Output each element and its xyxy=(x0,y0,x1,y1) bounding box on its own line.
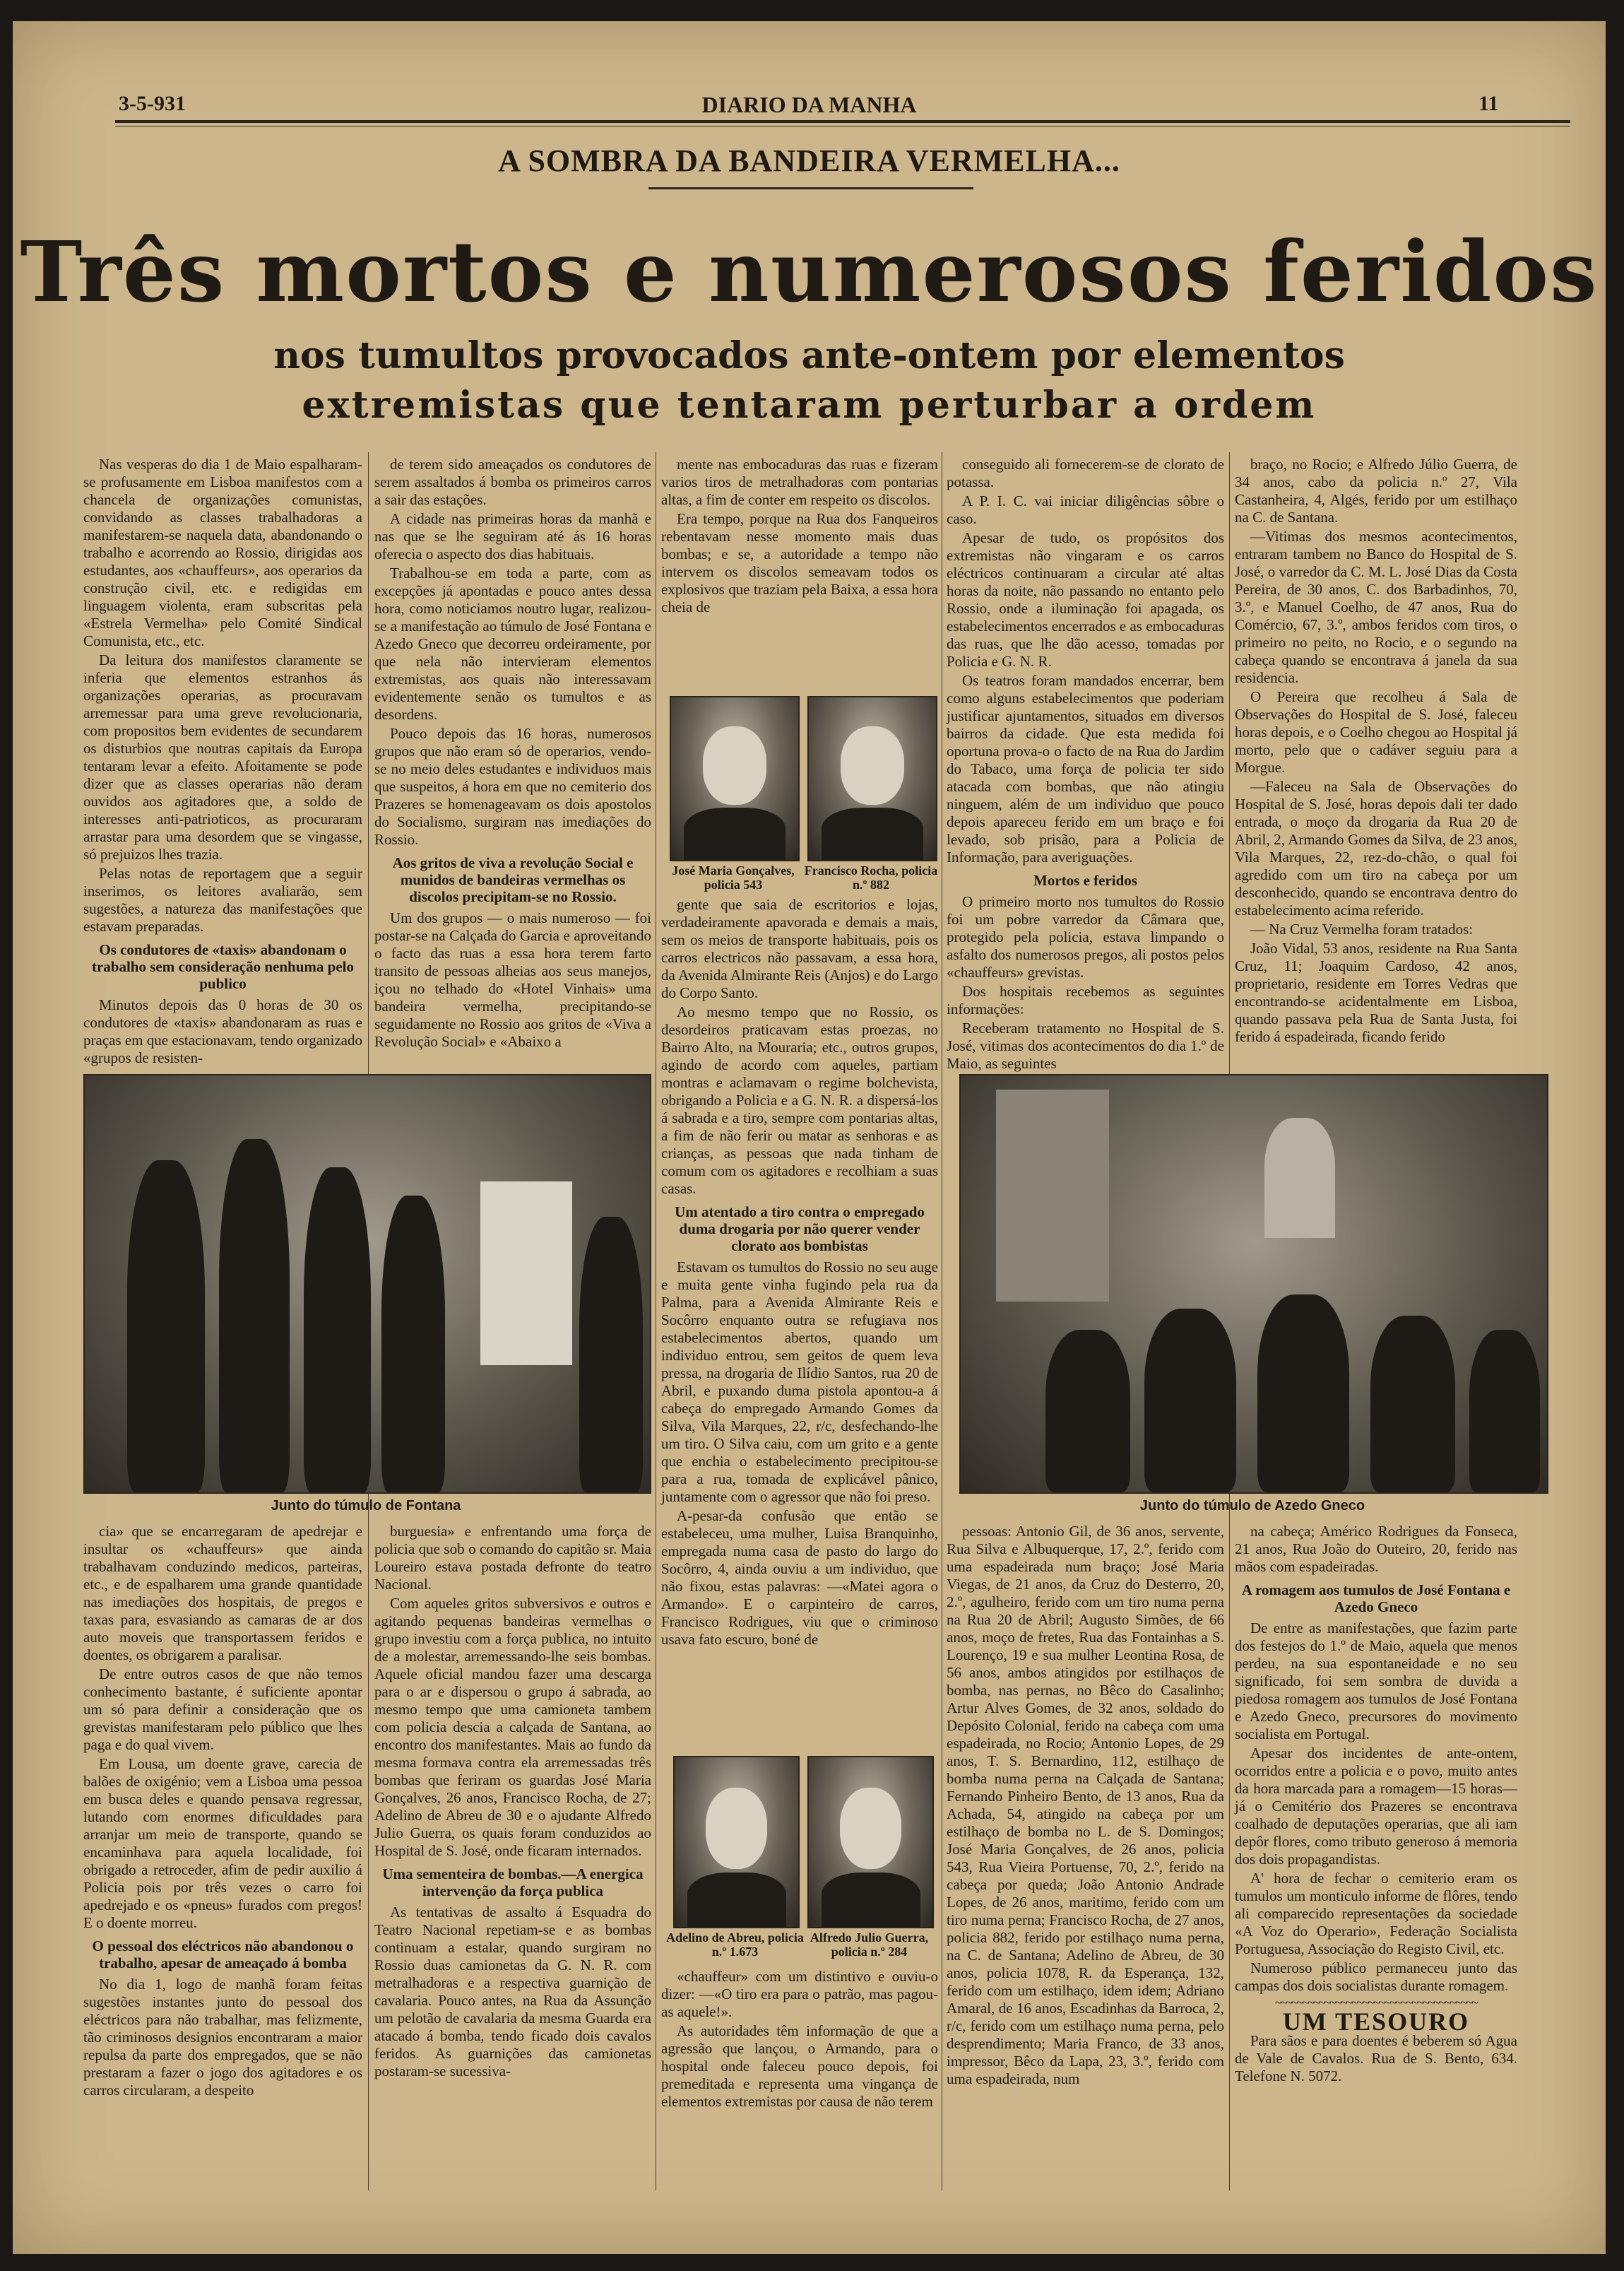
portrait-coat xyxy=(684,808,786,860)
portrait-photo xyxy=(807,696,937,861)
lower-column-3 xyxy=(661,1968,938,2194)
portrait-face xyxy=(841,726,904,804)
advert-text: Para sãos e para doentes é beberem só Agua de Vale de Cavalos. Rua de S. Bento, 634. Telefone N. 5072. xyxy=(1235,2032,1517,2084)
paragraph: Um dos grupos — o mais numeroso — foi postar-se na Calçada do Garcia e aproveitando o facto das ruas a essa hora terem farto transito de pessoas alheias aos seus manejos, içou no telhado do «Hotel Vinhais» uma bandeira vermelha, precipitando-se seguidamente no Rossio aos gritos de «Viva a Revolução Social» e «Abaixo a xyxy=(374,909,651,1050)
lower-column-1 xyxy=(83,1523,362,2194)
portrait-caption: Francisco Rocha, policia n.º 882 xyxy=(804,863,938,892)
paragraph: cia» que se encarregaram de apedrejar e insultar os «chauffeurs» que ainda trabalhavam conduzindo medicos, parteiras, etc., e de espalharem uma grande quantidade nas imediações dos hospitais, de pregos e taxas para, esvasiando as camaras de ar dos auto moveis que transportassem feridos e doentes, os obrigarem a paralisar. xyxy=(83,1523,362,1663)
paragraph: As tentativas de assalto á Esquadra do Teatro Nacional repetiam-se e as bombas continuam a estalar, quando surgiram no Rossio duas camionetas da G. N. R. com metralhadoras e a respectiva guarnição de cavalaria. Pouco antes, na Rua da Assunção um pelotão de cavalaria da mesma Guarda era atacado á bomba, tendo ficado dois cavalos feridos. As guarnições das camionetas postaram-se sucessiva- xyxy=(374,1904,651,2080)
paragraph: No dia 1, logo de manhã foram feitas sugestões instantes junto do pessoal dos eléctricos para não trabalhar, mas felizmente, tão criminosos designios encontraram a maior repulsa da parte dos empregados, que se não prestaram a fazer o jogo dos agitadores e os carros circularam, a despeito xyxy=(83,1976,362,2099)
paragraph: De entre as manifestações, que fazim parte dos festejos do 1.º de Maio, aquela que menos perdeu, na sua espontaneidade e no seu significado, foi sem sombra de duvida a piedosa romagem aos tumulos de José Fontana e Azedo Gneco, precursores do movimento socialista em Portugal. xyxy=(1235,1620,1517,1742)
portrait-caption: Alfredo Julio Guerra, policia n.º 284 xyxy=(810,1930,929,1959)
ornamental-divider: ~~~~~~~~~~~~~~~~~~~~~~~~~~~~~~~~~~~~~ xyxy=(1274,1995,1478,2010)
portrait-coat xyxy=(822,808,923,860)
paragraph: braço, no Rocio; e Alfredo Júlio Guerra, de 34 anos, cabo da policia n.º 27, Vila Castanheira, 4, Algés, ferido por um estilhaço na C. de Santana. xyxy=(1235,456,1517,526)
lower-column-5 xyxy=(1235,1523,1517,2194)
paragraph: A' hora de fechar o cemiterio eram os tumulos um monticulo informe de flôres, tendo ali comparecido representações da sociedade «A Voz do Operario», Federação Socialista Portuguesa, Associação do Registo Civil, etc. xyxy=(1235,1870,1517,1957)
crowd-figure xyxy=(304,1167,371,1492)
paragraph: Estavam os tumultos do Rossio no seu auge e muita gente vinha fugindo pela rua da Palma, para a Avenida Almirante Reis e Socôrro enquanto outra se refugiava nos estabelecimentos abertos, quando um individuo entrou, sem geitos de quem leva pressa, na drogaria de Ilídio Santos, rua 20 de Abril, e puxando duma pistola apontou-a á cabeça do empregado Armando Gomes da Silva, Vila Marques, 22, r/c, desfechando-lhe um tiro. O Silva caiu, com um grito e a gente que enchia o estabelecimento precipitou-se para a rua, tomada de explicável pânico, juntamente com o agressor que não foi preso. xyxy=(661,1258,938,1505)
photo-fontana-tomb xyxy=(83,1074,651,1494)
tombstone xyxy=(480,1181,572,1365)
photo-caption: Junto do túmulo de Azedo Gneco xyxy=(1139,1498,1365,1514)
paragraph: João Vidal, 53 anos, residente na Rua Santa Cruz, 11; Joaquim Cardoso, 42 anos, proprietario, residente em Torres Vedras que encontrando-se acidentalmente em Lisboa, quando passava pela Rua de Santa Justa, foi ferido á espadeirada, ficando ferido xyxy=(1235,940,1517,1045)
article-column-3 xyxy=(661,456,938,615)
paragraph: Minutos depois das 0 horas de 30 os condutores de «taxis» abandonaram as ruas e praças em que estacionavam, tendo organizado «grupos de resisten- xyxy=(83,996,362,1066)
portrait-caption: José Maria Gonçalves, policia 543 xyxy=(672,863,795,892)
section-heading: Os condutores de «taxis» abandonam o trabalho sem consideração nenhuma pelo publico xyxy=(91,941,354,992)
advert-title: UM TESOURO xyxy=(1282,2007,1470,2036)
crowd-figure xyxy=(1370,1316,1455,1492)
paragraph: O Pereira que recolheu á Sala de Observações do Hospital de S. José, faleceu horas depois, e o Coelho chegou ao Hospital já morto, pelo que o cadáver seguiu para a Morgue. xyxy=(1235,688,1517,776)
crowd-figure xyxy=(381,1196,445,1492)
paragraph: —Vitimas dos mesmos acontecimentos, entraram tambem no Banco do Hospital de S. José, o varredor da C. M. L. José Dias da Costa Pereira, de 30 anos, C. dos Barbadinhos, 70, 3.º, e Manuel Coelho, de 47 anos, Rua do Comércio, 67, 3.º, ambos feridos com tiros, o primeiro no peito, no Rocio, e o segundo na cabeça quando se encontrava á janela da sua residencia. xyxy=(1235,528,1517,686)
paragraph: Dos hospitais recebemos as seguintes informações: xyxy=(947,983,1224,1017)
section-heading: A romagem aos tumulos de José Fontana e Azedo Gneco xyxy=(1241,1581,1511,1615)
paragraph: Apesar de tudo, os propósitos dos extremistas não vingaram e os carros eléctricos continuaram a circular até altas horas da noite, não passando no entanto pelo Rossio, onde a iluminação foi apagada, os estabelecimentos encerrados e as embocaduras das ruas, que lhe dão acesso, tomadas por Policia e G. N. R. xyxy=(947,529,1224,670)
paragraph: Pelas notas de reportagem que a seguir inserimos, os leitores avaliarão, sem sugestões, a natureza das manifestações que estavam preparadas. xyxy=(83,865,362,935)
paragraph: A-pesar-da confusão que então se estabeleceu, uma mulher, Luisa Branquinho, empregada numa casa de pasto do largo do Socôrro, 4, ainda ouviu a um individuo, que não fixou, estas palavras: —«Matei agora o Armando». E o carpinteiro de carros, Francisco Rodrigues, viu que o criminoso usava fato escuro, boné de xyxy=(661,1507,938,1648)
section-heading: Uma sementeira de bombas.—A energica intervenção da força publica xyxy=(382,1865,644,1899)
subheadline-2: extremistas que tentaram perturbar a ordem xyxy=(302,384,1317,427)
section-heading: Aos gritos de viva a revolução Social e munidos de bandeiras vermelhas os discolos precipitam-se no Rossio. xyxy=(392,854,634,905)
paragraph: —Faleceu na Sala de Observações do Hospital de S. José, horas depois dali ter dado entrada, o moço da drogaria da Rua 20 de Abril, 2, Armando Gomes da Silva, de 23 anos, Vila Marques, 22, rez-do-chão, o qual foi agredido com um tiro na cabeça por um desconhecido, quando se encontrava dentro do estabelecimento acima referido. xyxy=(1235,778,1517,919)
article-column-2 xyxy=(374,456,651,1056)
section-heading: O pessoal dos eléctricos não abandonou o trabalho, apesar de ameaçado á bomba xyxy=(92,1937,354,1971)
portrait-coat xyxy=(822,1872,920,1927)
paragraph: Trabalhou-se em toda a parte, com as excepções já apontadas e pouco antes dessa hora, como noticiamos noutro lugar, realizou-se a manifestação ao túmulo de José Fontana e Azedo Gneco que decorreu ordeiramente, por que nela não intervieram elementos extremistas, aos quais não interessavam evidentemente senão os tumultos e as desordens. xyxy=(374,565,651,723)
paragraph: pessoas: Antonio Gil, de 36 anos, servente, Rua Silva e Albuquerque, 17, 2.º, ferido com uma espadeirada num braço; José Maria Viegas, de 21 anos, da Cruz do Desterro, 20, 2.º, agulheiro, ferido com um tiro numa perna na Rua 20 de Abril; Augusto Simões, de 66 anos, moço de fretes, Rua das Fontainhas a S. Lourenço, 19 e sua mulher Leontina Rosa, de 56 anos, ambos atingidos por estilhaços de bomba, nas pernas, no Bêco do Casalinho; Artur Alves Gomes, de 32 anos, soldado do Depósito Colonial, ferido na cabeça com uma espadeirada, no Rocio; Antonio Lopes, de 29 anos, T. S. Bernardino, 112, estilhaço de bomba numa perna na Calçada de Santana; Fernando Pinheiro Bento, de 13 anos, Rua da Achada, 54, atingido na cabeça por um estilhaço de bomba no L. de S. Domingos; José Maria Gonçalves, de 26 anos, policia 543, Rua Vieira Portuense, 70, 2.º, ferido na cabeça por queda; João Antonio Andrade Lopes, de 26 anos, maritimo, ferido com um tiro numa perna; Francisco Rocha, de 27 anos, policia 882, ferido por estilhaço numa perna, na C. de Santana; Adelino de Abreu, de 30 anos, policia 1078, R. da Esperança, 132, ferido com um estilhaço, idem idem; Adriano Amaral, de 16 anos, Escadinhas da Barroca, 2, r/c, ferido com um estilhaço numa perna, pelo desprendimento; Maria Franco, de 33 anos, impressor, Bêco da Lapa, 23, 3.º, ferido com uma espadeirada, num xyxy=(947,1523,1224,2087)
newspaper-title: DIARIO DA MANHA xyxy=(701,92,917,117)
paragraph: A P. I. C. vai iniciar diligências sôbre o caso. xyxy=(947,492,1224,527)
portrait-coat xyxy=(687,1872,786,1927)
paragraph: O primeiro morto nos tumultos do Rossio foi um pobre varredor da Câmara que, protegido pela policia, estava limpando o asfalto dos numerosos pregos, ali postos pelos «chauffeurs» grevistas. xyxy=(947,893,1224,981)
paragraph: Da leitura dos manifestos claramente se inferia que elementos estranhos ás organizações operarias, as procuravam arremessar para uma greve revolucionaria, com propositos bem evidentes de secundarem os disturbios que noutras capitais da Europa tentaram levar a efeito. Afoitamente se pode dizer que as classes operarias não deram ouvidos aos agitadores que, a soldo de interesses anti-patrioticos, as procuraram arrastar para uma desordem que se vingasse, só prejuizos lhes trazia. xyxy=(83,651,362,863)
portrait-caption: Adelino de Abreu, policia n.º 1.673 xyxy=(666,1930,804,1959)
chapel xyxy=(996,1090,1109,1302)
paragraph: Em Lousa, um doente grave, carecia de balões de oxigénio; vem a Lisboa uma pessoa em busca deles e quando pensava regressar, lutando com enormes dificuldades para arranjar um meio de transporte, quando se encaminhava para aquela localidade, foi obrigado a retroceder, afim de pedir auxilio á Policia pois por três vezes o carro foi apedrejado e os «pneus» furados com pregos! E o doente morreu. xyxy=(83,1755,362,1931)
paragraph: Apesar dos incidentes de ante-ontem, ocorridos entre a policia e o povo, muito antes da hora marcada para a romagem—15 horas—já o Cemitério dos Prazeres se encontrava coalhado de deputações operarias, que ali iam depôr flores, como tributo generoso á memoria dos dois propagandistas. xyxy=(1235,1745,1517,1868)
paragraph: mente nas embocaduras das ruas e fizeram varios tiros de metralhadoras com pontarias altas, a fim de conter em respeito os discolos. xyxy=(661,456,938,508)
photo-gneco-tomb xyxy=(959,1074,1548,1494)
paragraph: «chauffeur» com um distintivo e ouviu-o dizer: —«O tiro era para o patrão, mas pagou-as aquele!». xyxy=(661,1968,938,2020)
paragraph: Os teatros foram mandados encerrar, bem como alguns estabelecimentos que poderiam justificar ajuntamentos, situados em diversos bairros da cidade. Que esta medida foi oportuna prova-o o facto de na Rua do Jardim do Tabaco, uma força de policia ter sido atacada com bombas, que não atingiu ninguem, além de um individuo que pouco depois apareceu ferido em um braço e foi levado, sob prisão, para a Policia de Informação, para averiguações. xyxy=(947,672,1224,866)
lower-column-4 xyxy=(947,1523,1224,2194)
portrait-photo xyxy=(807,1756,934,1928)
crowd-figure xyxy=(1257,1294,1349,1492)
main-headline: Três mortos e numerosos feridos xyxy=(20,223,1599,321)
portrait-face xyxy=(703,726,766,804)
crowd-figure xyxy=(127,1160,205,1492)
article-column-4 xyxy=(947,456,1224,1072)
crowd-figure xyxy=(219,1139,290,1492)
newspaper-page xyxy=(13,21,1606,2254)
photo-caption: Junto do túmulo de Fontana xyxy=(271,1498,461,1514)
portrait-face xyxy=(840,1788,902,1869)
crowd-figure xyxy=(1144,1309,1236,1492)
bust-monument xyxy=(1264,1118,1335,1238)
paragraph: Pouco depois das 16 horas, numerosos grupos que não eram só de operarios, vendo-se no meio deles estudantes e individuos mais que suspeitos, á hora em que no cemiterio dos Prazeres se homenageavam os dois apostolos do Socialismo, surgiram nas imediações do Rossio. xyxy=(374,725,651,848)
paragraph: burguesia» e enfrentando uma força de policia que sob o comando do capitão sr. Maia Loureiro estava postada defronte do teatro Nacional. xyxy=(374,1523,651,1593)
article-column-3-continued xyxy=(661,896,938,1648)
paragraph: gente que saia de escritorios e lojas, verdadeiramente apavorada e demais a mais, sem os meios de transporte habituais, pois os carros electricos não passavam, a essa hora, da Avenida Almirante Reis (Anjos) e do Largo do Corpo Santo. xyxy=(661,896,938,1001)
paragraph: Ao mesmo tempo que no Rossio, os desordeiros praticavam estas proezas, no Bairro Alto, na Mouraria; etc., outros grupos, agindo de acordo com aqueles, partiam montras e aclamavam o regime bolchevista, obrigando a Policia e a G. N. R. a dispersá-los á sabrada e a tiro, sempre com pontarias altas, a fim de não ferir ou matar as senhoras e as crianças, as pessoas que nada tinham de comum com os agitadores e recolhiam a suas casas. xyxy=(661,1003,938,1197)
paragraph: De entre outros casos de que não temos conhecimento bastante, é suficiente apontar um só para definir a consideração que os grevistas manifestaram pelo público que lhes paga e do qual vivem. xyxy=(83,1665,362,1753)
paragraph: Numeroso público permaneceu junto das campas dos dois socialistas durante romagem. xyxy=(1235,1959,1517,1994)
paragraph: na cabeça; Américo Rodrigues da Fonseca, 21 anos, Rua João do Outeiro, 20, ferido nas mãos com espadeiradas. xyxy=(1235,1523,1517,1575)
lower-column-2 xyxy=(374,1523,651,2194)
paragraph: de terem sido ameaçados os condutores de serem assaltados á bomba os primeiros carros a sair das estações. xyxy=(374,456,651,508)
paragraph: Era tempo, porque na Rua dos Fanqueiros rebentavam nesse momento mais duas bombas; e se, a autoridade a tempo não intervem os discolos semeavam todos os explosivos que traziam pela Baixa, a essa hora cheia de xyxy=(661,510,938,615)
header-rule xyxy=(115,120,1570,123)
subheadline-1: nos tumultos provocados ante-ontem por elementos xyxy=(273,334,1345,377)
crowd-figure xyxy=(1045,1330,1130,1492)
portrait-face xyxy=(706,1788,768,1869)
paragraph: Receberam tratamento no Hospital de S. José, vitimas dos acontecimentos do dia 1.º de Maio, as seguintes xyxy=(947,1020,1224,1072)
section-heading: Um atentado a tiro contra o empregado duma drogaria por não querer vender clorato aos bombistas xyxy=(675,1203,925,1254)
section-heading: Mortos e feridos xyxy=(1033,872,1137,889)
crowd-figure xyxy=(1469,1330,1540,1492)
portrait-photo xyxy=(673,1756,800,1928)
kicker-headline: A SOMBRA DA BANDEIRA VERMELHA... xyxy=(498,143,1120,178)
crowd-figure xyxy=(579,1217,643,1492)
issue-date: 3-5-931 xyxy=(119,92,186,115)
paragraph: A cidade nas primeiras horas da manhã e nas que se lhe seguiram até ás 16 horas oferecia o aspecto dos dias habituais. xyxy=(374,510,651,562)
article-column-1 xyxy=(83,456,362,1066)
paragraph: As autoridades têm informação de que a agressão que lançou, o Armando, para o hospital onde faleceu pouco depois, foi premeditada e representa uma vingança de elementos extremistas por causa de não terem xyxy=(661,2022,938,2110)
paragraph: Nas vesperas do dia 1 de Maio espalharam-se profusamente em Lisboa manifestos com a chancela de organizações comunistas, convidando as classes trabalhadoras a manifestarem-se naquela data, abandonando o trabalho e acorrendo ao Rossio, dirigidas aos estudantes, aos «chauffeurs», aos operarios da construção civil, etc. e redigidas em linguagem violenta, eram subscritas pela «Estrela Vermelha» pelo Comité Sindical Comunista, etc., etc. xyxy=(83,456,362,649)
page-number: 11 xyxy=(1478,92,1499,115)
paragraph: — Na Cruz Vermelha foram tratados: xyxy=(1250,921,1474,938)
paragraph: conseguido ali fornecerem-se de clorato de potassa. xyxy=(947,456,1224,490)
kicker-rule xyxy=(648,187,973,189)
paragraph: Com aqueles gritos subversivos e outros e agitando pequenas bandeiras vermelhas o grupo investiu com a força publica, no intuito de a molestar, arremessando-lhe seis bombas. Aquele oficial mandou fazer uma descarga para o ar e dispersou o grupo á sabrada, ao mesmo tempo que uma camioneta tambem com policia descia a calçada de Santana, ao encontro dos manifestantes. Mais ao fundo da mesma formava contra ela arremessadas três bombas que feriram os guardas José Maria Gonçalves, 26 anos, Francisco Rocha, de 27; Adelino de Abreu de 30 e o ajudante Alfredo Julio Guerra, os quais foram conduzidos ao Hospital de S. José, onde ficaram internados. xyxy=(374,1595,651,1859)
article-column-5 xyxy=(1235,456,1517,1056)
portrait-photo xyxy=(670,696,800,861)
